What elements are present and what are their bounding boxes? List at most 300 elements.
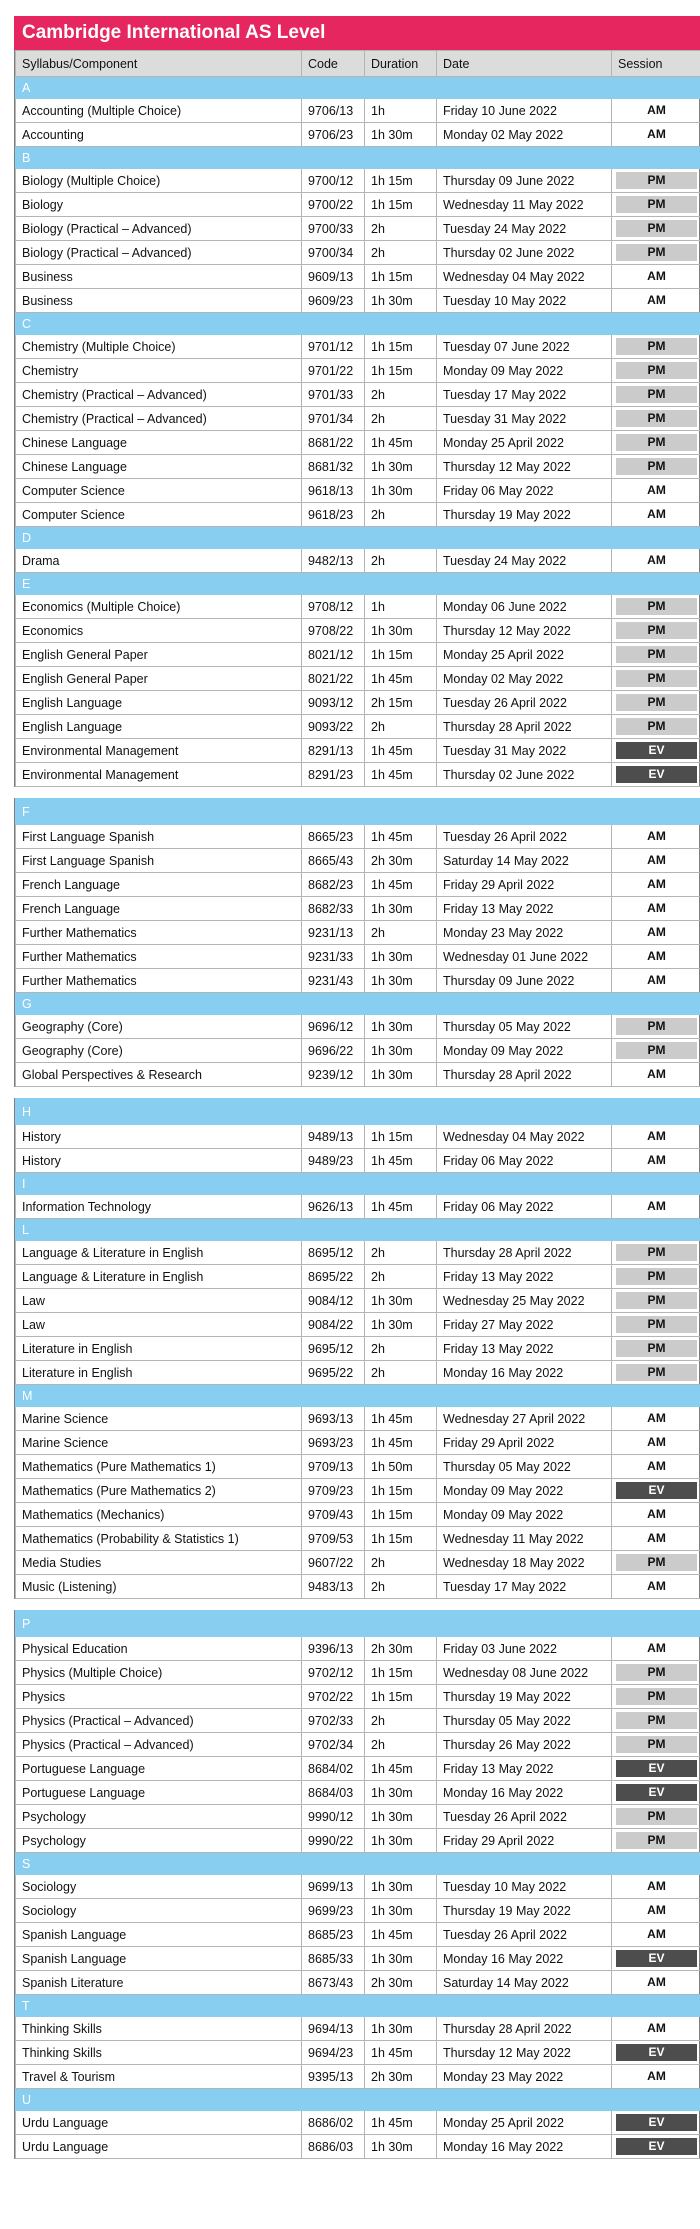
subject-cell: English General Paper bbox=[16, 667, 302, 691]
date-cell: Friday 13 May 2022 bbox=[437, 1337, 612, 1361]
session-badge: PM bbox=[616, 1736, 697, 1753]
duration-cell: 1h 45m bbox=[365, 2041, 437, 2065]
session-cell bbox=[612, 1757, 700, 1781]
letter-section-row bbox=[16, 313, 700, 335]
session-cell bbox=[612, 2111, 700, 2135]
session-cell bbox=[612, 383, 700, 407]
letter-section-row bbox=[16, 1611, 700, 1637]
date-cell: Friday 10 June 2022 bbox=[437, 99, 612, 123]
date-cell: Wednesday 25 May 2022 bbox=[437, 1289, 612, 1313]
session-cell bbox=[612, 643, 700, 667]
date-cell: Wednesday 08 June 2022 bbox=[437, 1661, 612, 1685]
table-row bbox=[16, 643, 700, 667]
duration-cell: 2h 30m bbox=[365, 1971, 437, 1995]
duration-cell: 1h bbox=[365, 595, 437, 619]
subject-cell: Computer Science bbox=[16, 479, 302, 503]
letter-section-row bbox=[16, 1995, 700, 2017]
duration-cell: 2h 30m bbox=[365, 849, 437, 873]
timetable-page bbox=[14, 0, 700, 2159]
code-cell: 9696/12 bbox=[302, 1015, 365, 1039]
code-cell: 9709/53 bbox=[302, 1527, 365, 1551]
duration-cell: 1h 30m bbox=[365, 123, 437, 147]
duration-cell: 2h 15m bbox=[365, 691, 437, 715]
date-cell: Thursday 02 June 2022 bbox=[437, 763, 612, 787]
date-cell: Monday 02 May 2022 bbox=[437, 123, 612, 147]
code-cell: 9618/23 bbox=[302, 503, 365, 527]
table-row bbox=[16, 335, 700, 359]
session-cell bbox=[612, 217, 700, 241]
session-cell bbox=[612, 1661, 700, 1685]
subject-cell: Business bbox=[16, 289, 302, 313]
table-row bbox=[16, 217, 700, 241]
code-cell: 9231/43 bbox=[302, 969, 365, 993]
code-cell: 9084/12 bbox=[302, 1289, 365, 1313]
session-cell bbox=[612, 2041, 700, 2065]
table-row bbox=[16, 1455, 700, 1479]
duration-cell: 1h 15m bbox=[365, 359, 437, 383]
date-cell: Thursday 19 May 2022 bbox=[437, 503, 612, 527]
table-row bbox=[16, 1733, 700, 1757]
session-badge: AM bbox=[616, 1128, 697, 1145]
duration-cell: 2h bbox=[365, 921, 437, 945]
subject-cell: Spanish Language bbox=[16, 1947, 302, 1971]
table-row bbox=[16, 503, 700, 527]
letter-section-row bbox=[16, 527, 700, 549]
session-cell bbox=[612, 359, 700, 383]
session-badge: AM bbox=[616, 876, 697, 893]
subject-cell: Global Perspectives & Research bbox=[16, 1063, 302, 1087]
duration-cell: 1h 45m bbox=[365, 1431, 437, 1455]
subject-cell: Business bbox=[16, 265, 302, 289]
session-badge: PM bbox=[616, 1244, 697, 1261]
session-cell bbox=[612, 1407, 700, 1431]
date-cell: Thursday 19 May 2022 bbox=[437, 1899, 612, 1923]
timetable-block bbox=[14, 50, 700, 787]
subject-cell: Chemistry bbox=[16, 359, 302, 383]
code-cell: 9700/22 bbox=[302, 193, 365, 217]
session-cell bbox=[612, 1289, 700, 1313]
session-badge: PM bbox=[616, 646, 697, 663]
code-cell: 9695/12 bbox=[302, 1337, 365, 1361]
table-row bbox=[16, 169, 700, 193]
code-cell: 9231/13 bbox=[302, 921, 365, 945]
table-row bbox=[16, 289, 700, 313]
table-row bbox=[16, 1125, 700, 1149]
subject-cell: Computer Science bbox=[16, 503, 302, 527]
table-row bbox=[16, 1195, 700, 1219]
code-cell: 9709/23 bbox=[302, 1479, 365, 1503]
table-row bbox=[16, 945, 700, 969]
table-row bbox=[16, 1709, 700, 1733]
table-row bbox=[16, 873, 700, 897]
table-row bbox=[16, 1685, 700, 1709]
duration-cell: 2h bbox=[365, 1575, 437, 1599]
code-cell: 8685/23 bbox=[302, 1923, 365, 1947]
code-cell: 9702/22 bbox=[302, 1685, 365, 1709]
duration-cell: 1h 30m bbox=[365, 289, 437, 313]
code-cell: 8665/23 bbox=[302, 825, 365, 849]
duration-cell: 1h 30m bbox=[365, 897, 437, 921]
code-cell: 9709/43 bbox=[302, 1503, 365, 1527]
subject-cell: Media Studies bbox=[16, 1551, 302, 1575]
session-cell bbox=[612, 2065, 700, 2089]
date-cell: Thursday 12 May 2022 bbox=[437, 455, 612, 479]
duration-cell: 1h 45m bbox=[365, 825, 437, 849]
session-badge: AM bbox=[616, 924, 697, 941]
timetable-table bbox=[15, 50, 700, 787]
date-cell: Monday 16 May 2022 bbox=[437, 1947, 612, 1971]
code-cell: 9990/12 bbox=[302, 1805, 365, 1829]
date-cell: Friday 29 April 2022 bbox=[437, 1829, 612, 1853]
date-cell: Monday 16 May 2022 bbox=[437, 2135, 612, 2159]
session-cell bbox=[612, 945, 700, 969]
duration-cell: 2h bbox=[365, 549, 437, 573]
code-cell: 8686/03 bbox=[302, 2135, 365, 2159]
date-cell: Friday 29 April 2022 bbox=[437, 873, 612, 897]
letter-section-row bbox=[16, 77, 700, 99]
letter-section-row bbox=[16, 147, 700, 169]
subject-cell: Law bbox=[16, 1289, 302, 1313]
date-cell: Monday 25 April 2022 bbox=[437, 2111, 612, 2135]
duration-cell: 1h 30m bbox=[365, 619, 437, 643]
session-badge: EV bbox=[616, 742, 697, 759]
session-badge: EV bbox=[616, 1784, 697, 1801]
table-header-row bbox=[16, 51, 700, 77]
duration-cell: 2h 30m bbox=[365, 1637, 437, 1661]
code-cell: 9708/22 bbox=[302, 619, 365, 643]
date-cell: Saturday 14 May 2022 bbox=[437, 1971, 612, 1995]
duration-cell: 1h 15m bbox=[365, 1125, 437, 1149]
date-cell: Monday 09 May 2022 bbox=[437, 359, 612, 383]
duration-cell: 1h 30m bbox=[365, 1829, 437, 1853]
session-badge: PM bbox=[616, 244, 697, 261]
code-cell: 9699/13 bbox=[302, 1875, 365, 1899]
date-cell: Monday 02 May 2022 bbox=[437, 667, 612, 691]
date-cell: Tuesday 07 June 2022 bbox=[437, 335, 612, 359]
session-cell bbox=[612, 921, 700, 945]
date-cell: Tuesday 17 May 2022 bbox=[437, 1575, 612, 1599]
duration-cell: 1h 30m bbox=[365, 945, 437, 969]
date-cell: Tuesday 10 May 2022 bbox=[437, 289, 612, 313]
code-cell: 9702/12 bbox=[302, 1661, 365, 1685]
table-row bbox=[16, 1265, 700, 1289]
section-letter: A bbox=[16, 77, 700, 99]
date-cell: Thursday 28 April 2022 bbox=[437, 2017, 612, 2041]
code-cell: 9084/22 bbox=[302, 1313, 365, 1337]
session-cell bbox=[612, 1063, 700, 1087]
letter-section-row bbox=[16, 993, 700, 1015]
session-badge: AM bbox=[616, 1066, 697, 1083]
date-cell: Thursday 28 April 2022 bbox=[437, 1063, 612, 1087]
session-cell bbox=[612, 2017, 700, 2041]
table-row bbox=[16, 431, 700, 455]
table-row bbox=[16, 1551, 700, 1575]
table-row bbox=[16, 265, 700, 289]
subject-cell: Law bbox=[16, 1313, 302, 1337]
session-cell bbox=[612, 407, 700, 431]
session-badge: AM bbox=[616, 2068, 697, 2085]
session-badge: AM bbox=[616, 828, 697, 845]
session-cell bbox=[612, 549, 700, 573]
duration-cell: 1h 15m bbox=[365, 643, 437, 667]
duration-cell: 1h 45m bbox=[365, 1195, 437, 1219]
date-cell: Thursday 26 May 2022 bbox=[437, 1733, 612, 1757]
date-cell: Friday 06 May 2022 bbox=[437, 1195, 612, 1219]
session-badge: EV bbox=[616, 2114, 697, 2131]
code-cell: 9093/12 bbox=[302, 691, 365, 715]
duration-cell: 2h bbox=[365, 1709, 437, 1733]
session-badge: PM bbox=[616, 1364, 697, 1381]
table-row bbox=[16, 595, 700, 619]
session-badge: AM bbox=[616, 1902, 697, 1919]
duration-cell: 1h 15m bbox=[365, 1661, 437, 1685]
session-badge: AM bbox=[616, 1410, 697, 1427]
duration-cell: 2h bbox=[365, 1265, 437, 1289]
code-cell: 9483/13 bbox=[302, 1575, 365, 1599]
section-letter: T bbox=[16, 1995, 700, 2017]
letter-section-row bbox=[16, 573, 700, 595]
table-row bbox=[16, 1805, 700, 1829]
duration-cell: 2h bbox=[365, 241, 437, 265]
session-badge: AM bbox=[616, 482, 697, 499]
session-cell bbox=[612, 1455, 700, 1479]
date-cell: Wednesday 04 May 2022 bbox=[437, 265, 612, 289]
session-cell bbox=[612, 1241, 700, 1265]
code-cell: 9693/23 bbox=[302, 1431, 365, 1455]
session-badge: PM bbox=[616, 598, 697, 615]
date-cell: Monday 25 April 2022 bbox=[437, 643, 612, 667]
duration-cell: 1h 15m bbox=[365, 265, 437, 289]
duration-cell: 2h 30m bbox=[365, 2065, 437, 2089]
session-cell bbox=[612, 1265, 700, 1289]
date-cell: Thursday 09 June 2022 bbox=[437, 169, 612, 193]
code-cell: 8673/43 bbox=[302, 1971, 365, 1995]
duration-cell: 1h 45m bbox=[365, 667, 437, 691]
duration-cell: 1h 45m bbox=[365, 431, 437, 455]
code-cell: 8685/33 bbox=[302, 1947, 365, 1971]
duration-cell: 1h 30m bbox=[365, 479, 437, 503]
table-row bbox=[16, 455, 700, 479]
duration-cell: 1h 30m bbox=[365, 1947, 437, 1971]
code-cell: 8695/22 bbox=[302, 1265, 365, 1289]
table-row bbox=[16, 2041, 700, 2065]
duration-cell: 2h bbox=[365, 503, 437, 527]
session-cell bbox=[612, 2135, 700, 2159]
session-cell bbox=[612, 265, 700, 289]
session-cell bbox=[612, 873, 700, 897]
table-row bbox=[16, 969, 700, 993]
table-row bbox=[16, 241, 700, 265]
table-row bbox=[16, 549, 700, 573]
table-row bbox=[16, 1829, 700, 1853]
session-cell bbox=[612, 1947, 700, 1971]
code-cell: 8684/03 bbox=[302, 1781, 365, 1805]
subject-cell: Spanish Literature bbox=[16, 1971, 302, 1995]
section-letter: C bbox=[16, 313, 700, 335]
session-badge: EV bbox=[616, 2044, 697, 2061]
date-cell: Saturday 14 May 2022 bbox=[437, 849, 612, 873]
subject-cell: Sociology bbox=[16, 1899, 302, 1923]
session-badge: PM bbox=[616, 1268, 697, 1285]
session-cell bbox=[612, 1781, 700, 1805]
subject-cell: Chemistry (Practical – Advanced) bbox=[16, 407, 302, 431]
date-cell: Tuesday 26 April 2022 bbox=[437, 1923, 612, 1947]
session-cell bbox=[612, 431, 700, 455]
duration-cell: 1h 45m bbox=[365, 739, 437, 763]
session-badge: PM bbox=[616, 1042, 697, 1059]
date-cell: Monday 09 May 2022 bbox=[437, 1479, 612, 1503]
date-cell: Thursday 12 May 2022 bbox=[437, 619, 612, 643]
code-cell: 9702/33 bbox=[302, 1709, 365, 1733]
letter-section-row bbox=[16, 1173, 700, 1195]
subject-cell: Literature in English bbox=[16, 1337, 302, 1361]
subject-cell: Further Mathematics bbox=[16, 969, 302, 993]
session-badge: PM bbox=[616, 1664, 697, 1681]
subject-cell: Mathematics (Pure Mathematics 1) bbox=[16, 1455, 302, 1479]
date-cell: Wednesday 04 May 2022 bbox=[437, 1125, 612, 1149]
duration-cell: 1h 45m bbox=[365, 2111, 437, 2135]
subject-cell: Mathematics (Probability & Statistics 1) bbox=[16, 1527, 302, 1551]
timetable-table bbox=[15, 1098, 700, 1599]
subject-cell: Economics bbox=[16, 619, 302, 643]
session-cell bbox=[612, 1923, 700, 1947]
subject-cell: Physics bbox=[16, 1685, 302, 1709]
duration-cell: 1h 30m bbox=[365, 2017, 437, 2041]
code-cell: 9396/13 bbox=[302, 1637, 365, 1661]
table-row bbox=[16, 1757, 700, 1781]
table-row bbox=[16, 691, 700, 715]
subject-cell: Chemistry (Multiple Choice) bbox=[16, 335, 302, 359]
code-cell: 8686/02 bbox=[302, 2111, 365, 2135]
session-cell bbox=[612, 1337, 700, 1361]
table-row bbox=[16, 1781, 700, 1805]
code-cell: 9701/12 bbox=[302, 335, 365, 359]
session-badge: PM bbox=[616, 1316, 697, 1333]
code-cell: 9700/33 bbox=[302, 217, 365, 241]
table-row bbox=[16, 2017, 700, 2041]
table-row bbox=[16, 479, 700, 503]
code-cell: 9618/13 bbox=[302, 479, 365, 503]
code-cell: 8665/43 bbox=[302, 849, 365, 873]
duration-cell: 1h 50m bbox=[365, 1455, 437, 1479]
session-badge: PM bbox=[616, 458, 697, 475]
duration-cell: 2h bbox=[365, 1361, 437, 1385]
duration-cell: 1h 30m bbox=[365, 1063, 437, 1087]
section-letter: U bbox=[16, 2089, 700, 2111]
duration-cell: 1h 30m bbox=[365, 2135, 437, 2159]
table-row bbox=[16, 1241, 700, 1265]
session-cell bbox=[612, 691, 700, 715]
session-badge: EV bbox=[616, 2138, 697, 2155]
code-cell: 9695/22 bbox=[302, 1361, 365, 1385]
table-row bbox=[16, 1063, 700, 1087]
duration-cell: 1h 15m bbox=[365, 1479, 437, 1503]
session-badge: PM bbox=[616, 1808, 697, 1825]
duration-cell: 1h 45m bbox=[365, 1757, 437, 1781]
table-row bbox=[16, 921, 700, 945]
duration-cell: 1h 45m bbox=[365, 873, 437, 897]
subject-cell: History bbox=[16, 1149, 302, 1173]
section-letter: F bbox=[16, 799, 700, 825]
code-cell: 9694/23 bbox=[302, 2041, 365, 2065]
session-badge: PM bbox=[616, 338, 697, 355]
session-badge: PM bbox=[616, 1554, 697, 1571]
session-badge: EV bbox=[616, 1760, 697, 1777]
timetable-block bbox=[14, 798, 700, 1087]
duration-cell: 2h bbox=[365, 217, 437, 241]
date-cell: Thursday 19 May 2022 bbox=[437, 1685, 612, 1709]
session-badge: PM bbox=[616, 718, 697, 735]
code-cell: 8682/33 bbox=[302, 897, 365, 921]
subject-cell: English Language bbox=[16, 691, 302, 715]
session-cell bbox=[612, 335, 700, 359]
code-cell: 9702/34 bbox=[302, 1733, 365, 1757]
table-row bbox=[16, 1971, 700, 1995]
date-cell: Thursday 05 May 2022 bbox=[437, 1455, 612, 1479]
session-badge: PM bbox=[616, 694, 697, 711]
table-row bbox=[16, 739, 700, 763]
session-badge: PM bbox=[616, 434, 697, 451]
table-row bbox=[16, 1637, 700, 1661]
session-badge: EV bbox=[616, 766, 697, 783]
date-cell: Tuesday 17 May 2022 bbox=[437, 383, 612, 407]
code-cell: 8682/23 bbox=[302, 873, 365, 897]
duration-cell: 1h bbox=[365, 99, 437, 123]
date-cell: Tuesday 26 April 2022 bbox=[437, 825, 612, 849]
date-cell: Friday 29 April 2022 bbox=[437, 1431, 612, 1455]
session-badge: PM bbox=[616, 1340, 697, 1357]
session-cell bbox=[612, 1709, 700, 1733]
code-cell: 8684/02 bbox=[302, 1757, 365, 1781]
code-cell: 9395/13 bbox=[302, 2065, 365, 2089]
session-cell bbox=[612, 1805, 700, 1829]
session-badge: PM bbox=[616, 386, 697, 403]
table-row bbox=[16, 2111, 700, 2135]
subject-cell: Physical Education bbox=[16, 1637, 302, 1661]
session-cell bbox=[612, 1015, 700, 1039]
session-cell bbox=[612, 1971, 700, 1995]
duration-cell: 1h 15m bbox=[365, 1685, 437, 1709]
subject-cell: Psychology bbox=[16, 1829, 302, 1853]
session-badge: AM bbox=[616, 948, 697, 965]
date-cell: Friday 06 May 2022 bbox=[437, 1149, 612, 1173]
subject-cell: Urdu Language bbox=[16, 2111, 302, 2135]
table-row bbox=[16, 897, 700, 921]
session-badge: AM bbox=[616, 552, 697, 569]
subject-cell: Thinking Skills bbox=[16, 2017, 302, 2041]
subject-cell: Accounting bbox=[16, 123, 302, 147]
table-row bbox=[16, 359, 700, 383]
section-letter: I bbox=[16, 1173, 700, 1195]
code-cell: 9701/34 bbox=[302, 407, 365, 431]
subject-cell: Mathematics (Mechanics) bbox=[16, 1503, 302, 1527]
duration-cell: 1h 30m bbox=[365, 1015, 437, 1039]
table-row bbox=[16, 715, 700, 739]
code-cell: 9694/13 bbox=[302, 2017, 365, 2041]
table-row bbox=[16, 1923, 700, 1947]
code-cell: 9231/33 bbox=[302, 945, 365, 969]
subject-cell: Chinese Language bbox=[16, 431, 302, 455]
duration-cell: 1h 15m bbox=[365, 1503, 437, 1527]
code-cell: 9607/22 bbox=[302, 1551, 365, 1575]
code-cell: 9626/13 bbox=[302, 1195, 365, 1219]
code-cell: 8681/32 bbox=[302, 455, 365, 479]
subject-cell: Physics (Multiple Choice) bbox=[16, 1661, 302, 1685]
table-row bbox=[16, 619, 700, 643]
code-cell: 8681/22 bbox=[302, 431, 365, 455]
date-cell: Monday 09 May 2022 bbox=[437, 1503, 612, 1527]
table-row bbox=[16, 383, 700, 407]
